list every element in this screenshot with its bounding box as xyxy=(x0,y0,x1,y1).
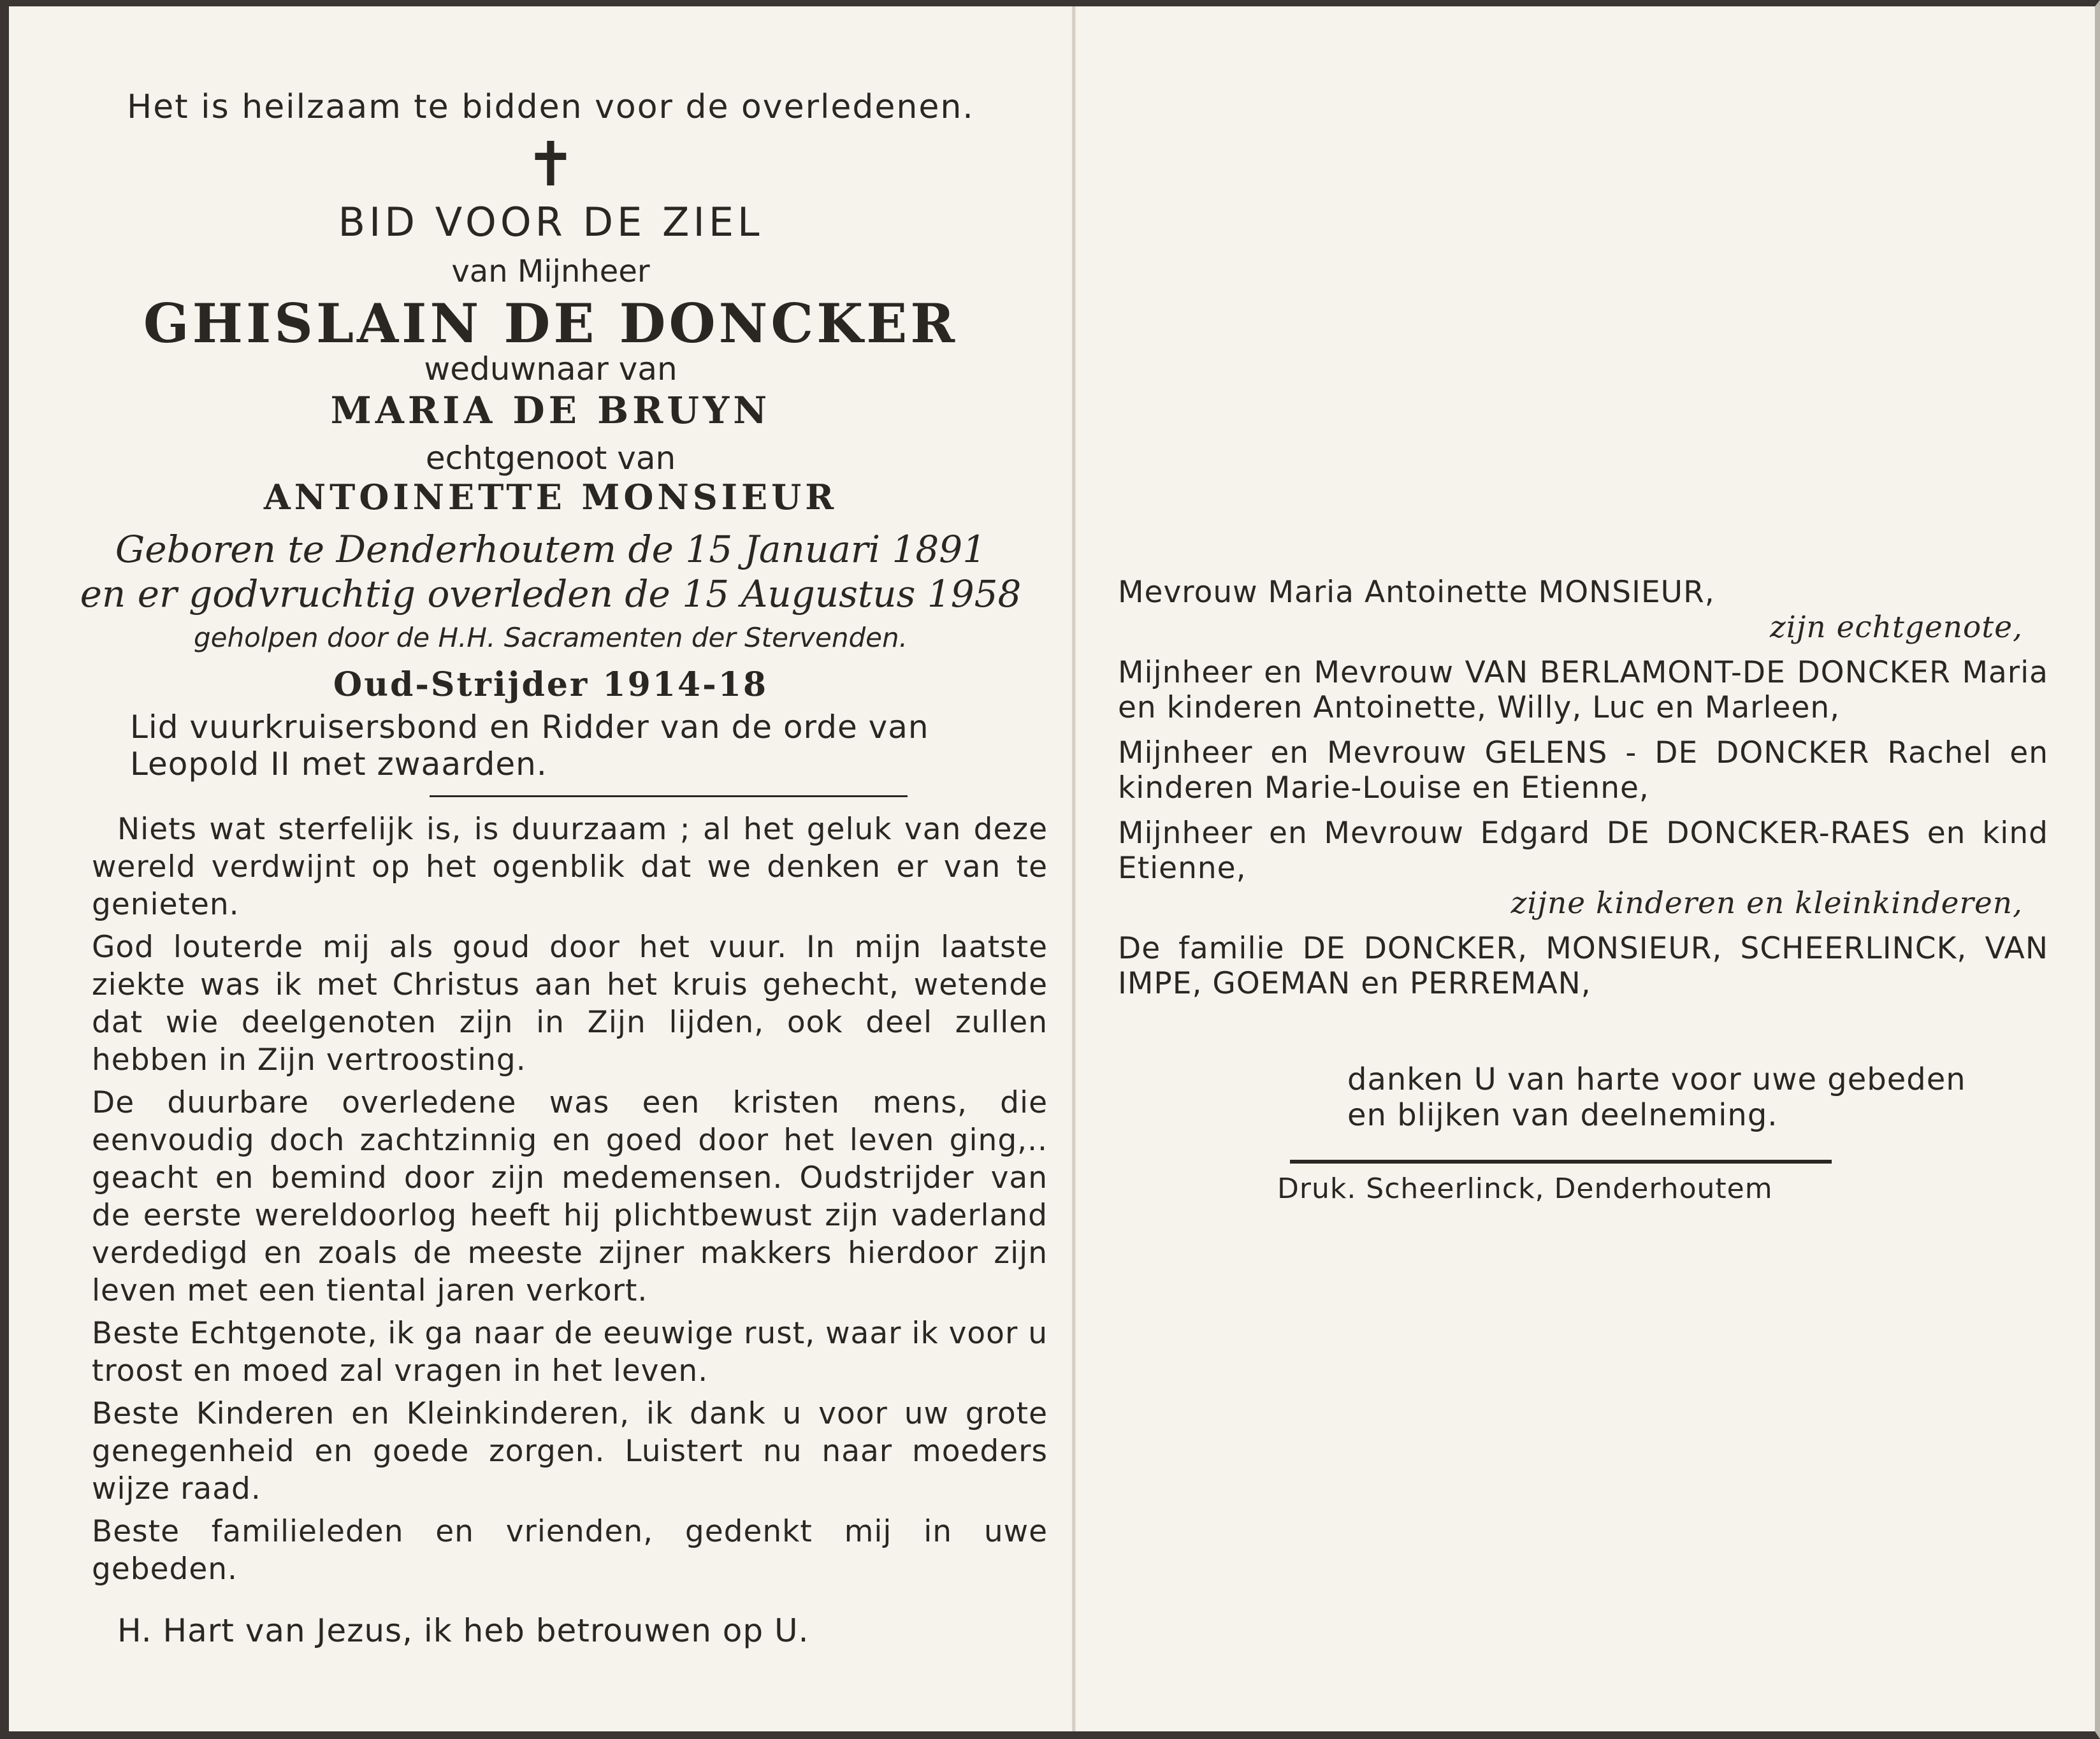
paragraph: God louterde mij als goud door het vuur. In mijn laatste ziekte was ik met Christus aan het kruis gehecht, wetende dat wie deelgenoten zijn in Zijn lijden, ook deel zullen hebben in Zijn vertroosting. xyxy=(92,930,1048,1078)
sacraments-line: geholpen door de H.H. Sacramenten der Stervenden. xyxy=(194,622,908,653)
closing-prayer: H. Hart van Jezus, ik heb betrouwen op U. xyxy=(117,1612,809,1649)
family-entry-text: Mevrouw Maria Antoinette MONSIEUR, xyxy=(1118,575,1715,610)
right-panel xyxy=(1105,6,2061,1731)
birth-line: Geboren te Denderhoutem de 15 Januari 1891 xyxy=(115,528,987,571)
deceased-name: GHISLAIN DE DONCKER xyxy=(143,292,959,355)
left-panel xyxy=(73,6,1048,1731)
thanks-text: danken U van harte voor uwe gebeden en blijken van deelneming. xyxy=(1347,1062,1966,1133)
memorial-text xyxy=(92,811,1048,1593)
family-list xyxy=(1118,575,2048,1011)
death-line: en er godvruchtig overleden de 15 Augustus 1958 xyxy=(80,572,1022,616)
spouse-label: echtgenoot van xyxy=(425,440,676,477)
first-wife-name: MARIA DE BRUYN xyxy=(330,389,771,432)
widower-label: weduwnaar van xyxy=(424,350,677,387)
paragraph: Niets wat sterfelijk is, is duurzaam ; al het geluk van deze wereld verdwijnt op het ogenblik dat we denken er van te genieten. xyxy=(92,812,1048,922)
printer-credit: Druk. Scheerlinck, Denderhoutem xyxy=(1277,1173,1773,1205)
family-role: zijn echtgenote, xyxy=(1770,610,2023,645)
family-entry xyxy=(1118,575,2048,645)
printer-divider xyxy=(1290,1160,1832,1164)
divider xyxy=(430,795,908,797)
van-mijnheer: van Mijnheer xyxy=(451,254,650,289)
paragraph: Beste Kinderen en Kleinkinderen, ik dank u voor uw grote genegenheid en goede zorgen. Luistert nu naar moeders wijze raad. xyxy=(92,1396,1048,1506)
family-role: zijne kinderen en kleinkinderen, xyxy=(1510,886,2023,921)
motto: Het is heilzaam te bidden voor de overledenen. xyxy=(127,88,974,126)
paragraph: Beste Echtgenote, ik ga naar de eeuwige rust, waar ik voor u troost en moed zal vragen in het leven. xyxy=(92,1316,1048,1389)
membership-text: Lid vuurkruisersbond en Ridder van de orde van Leopold II met zwaarden. xyxy=(130,709,929,783)
paragraph: De duurbare overledene was een kristen mens, die eenvoudig doch zachtzinnig en goed door het leven ging,.. geacht en bemind door zijn medemensen. Oudstrijder van de eerste wereldoorlog heeft hij plichtbewust zijn vaderland verdedigd en zoals de meeste zijner makkers hierdoor zijn leven met een tiental jaren verkort. xyxy=(92,1085,1048,1308)
card-fold xyxy=(1072,6,1076,1731)
prayer-heading: BID VOOR DE ZIEL xyxy=(338,199,764,245)
family-entry xyxy=(1118,816,2048,921)
cross-icon: ✝ xyxy=(525,129,577,200)
family-entry: De familie DE DONCKER, MONSIEUR, SCHEERLINCK, VAN IMPE, GOEMAN en PERREMAN, xyxy=(1118,931,2048,1001)
family-entry: Mijnheer en Mevrouw GELENS - DE DONCKER Rachel en kinderen Marie-Louise en Etienne, xyxy=(1118,735,2048,805)
family-entry-text: Mijnheer en Mevrouw Edgard DE DONCKER-RAES en kind Etienne, xyxy=(1118,816,2048,886)
veteran-line: Oud-Strijder 1914-18 xyxy=(333,665,769,704)
paragraph: Beste familieleden en vrienden, gedenkt mij in uwe gebeden. xyxy=(92,1514,1048,1587)
family-entry: Mijnheer en Mevrouw VAN BERLAMONT-DE DONCKER Maria en kinderen Antoinette, Willy, Luc en Marleen, xyxy=(1118,655,2048,725)
second-wife-name: ANTOINETTE MONSIEUR xyxy=(263,477,838,517)
